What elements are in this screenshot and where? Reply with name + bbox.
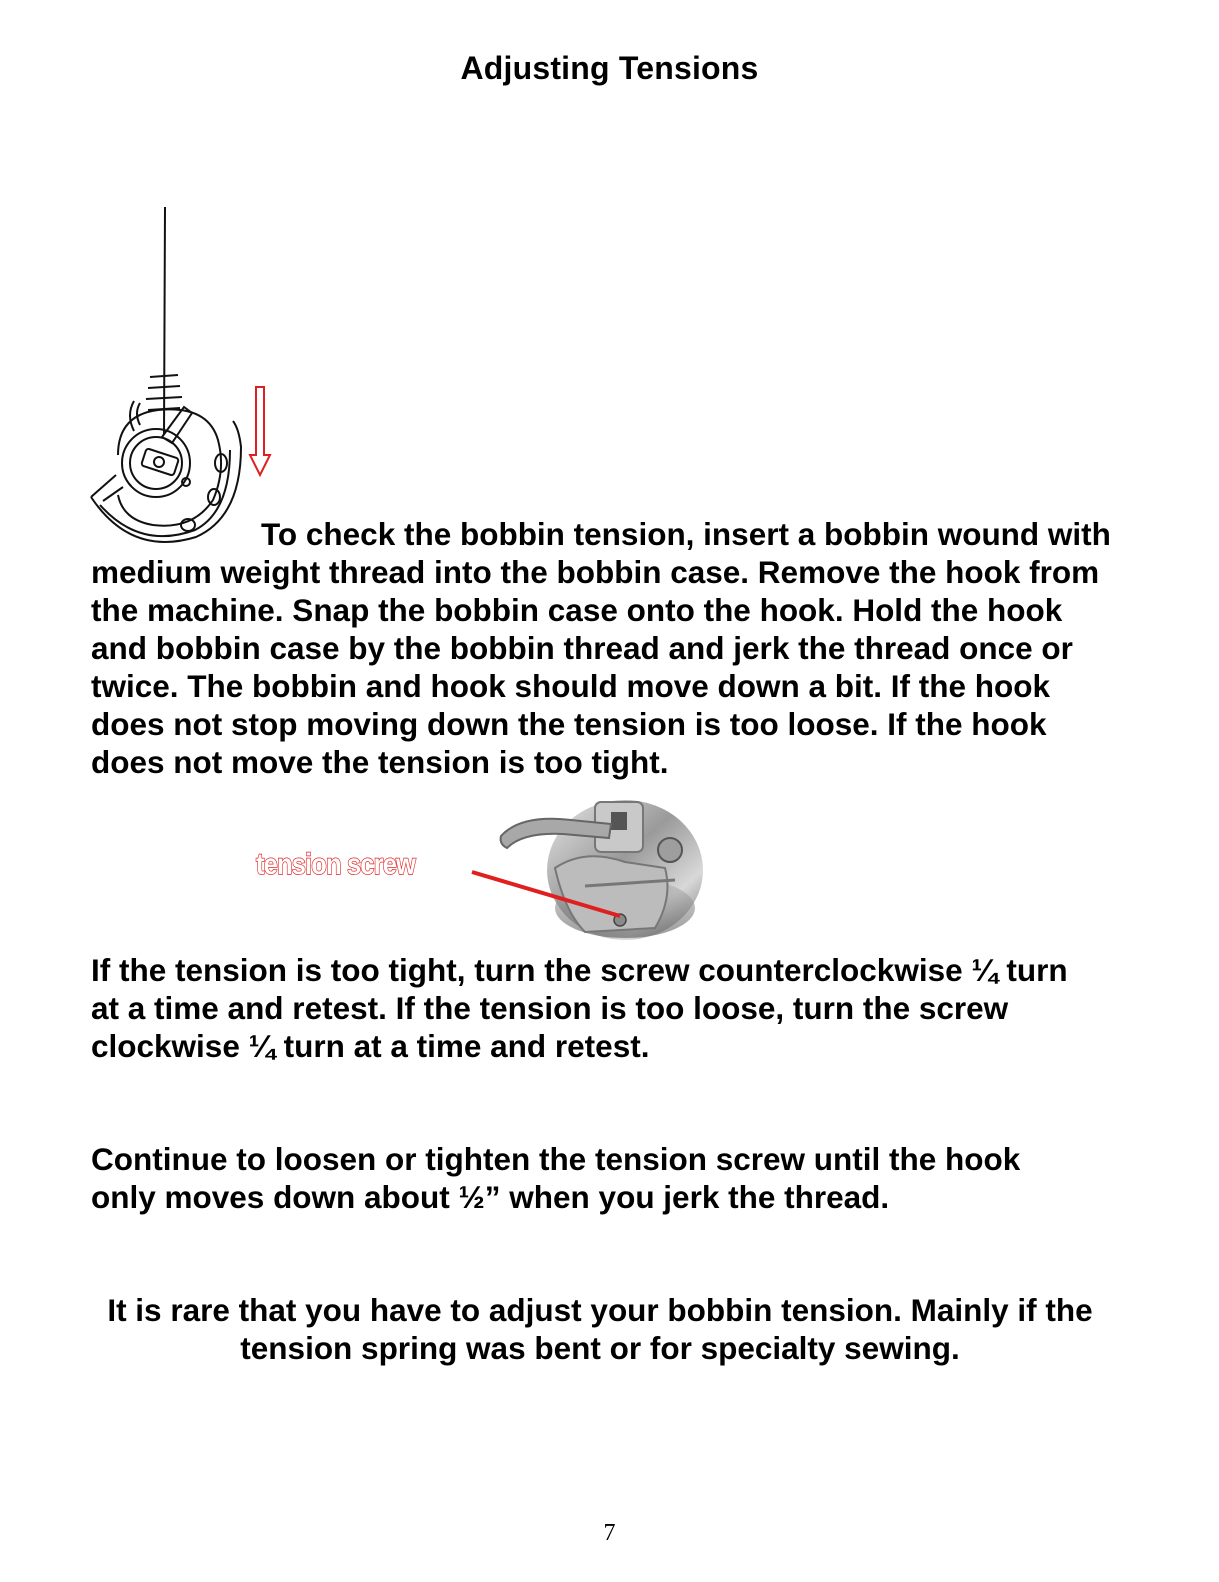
continue-paragraph: Continue to loosen or tighten the tension screw until the hook only moves down about ½” when you jerk the thread. (91, 1141, 1021, 1215)
note-paragraph: It is rare that you have to adjust your bobbin tension. Mainly if the tension spring was bent or for specialty sewing. (107, 1292, 1093, 1366)
red-down-arrow-icon (248, 385, 272, 477)
page-title: Adjusting Tensions (460, 50, 759, 86)
page-number: 7 (603, 1520, 616, 1546)
tension-screw-label: tension screw (256, 848, 416, 881)
bobbin-hook-drawing-icon (88, 205, 248, 550)
adjust-paragraph: If the tension is too tight, turn the screw counterclockwise ¼ turn at a time and retest. If the tension is too loose, turn the screw clockwise ¼ turn at a time and retest. (91, 952, 1068, 1064)
bobbin-case-photo-icon (465, 788, 715, 948)
bobbin-check-paragraph: To check the bobbin tension, insert a bobbin wound with medium weight thread into the bobbin case. Remove the hook from the machine. Snap the bobbin case onto the hook. Hold the hook and bobbin case by the bobbin thread and jerk the thread once or twice. The bobbin and hook should move down a bit. If the hook does not stop moving down the tension is too loose. If the hook does not move the tension is too tight. (91, 516, 1111, 780)
